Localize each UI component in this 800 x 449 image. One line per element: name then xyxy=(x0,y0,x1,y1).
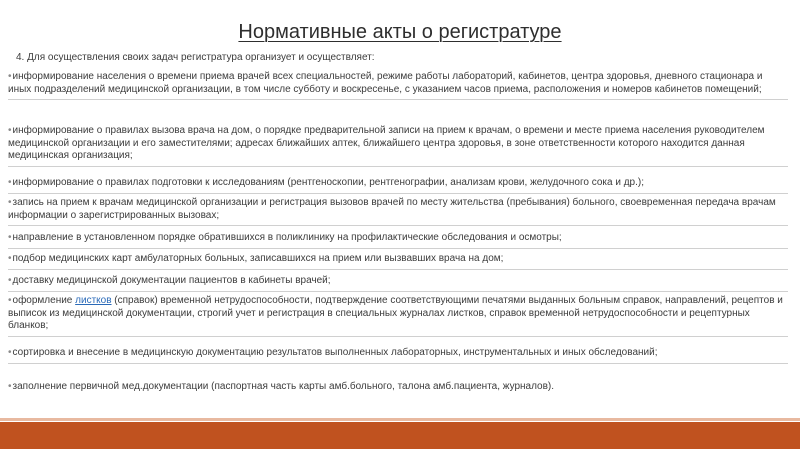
list-item-text-end: (справок) временной нетрудоспособности, подтверждение соответствующими печатями выданных больным справок, направлений, рецептов и выписок из медицинской документации, строгий учет и регистрация в специальных журналах листков, справок временной нетрудоспособности и рецептурных бланков; xyxy=(8,295,783,332)
bullet-icon: • xyxy=(8,232,12,243)
list-item-text: сортировка и внесение в медицинскую документацию результатов выполненных лабораторных, инструментальных и иных обследований; xyxy=(12,347,658,358)
bullet-icon: • xyxy=(8,381,12,392)
slide-title: Нормативные акты о регистратуре xyxy=(238,21,562,43)
list-item-text: заполнение первичной мед.документации (паспортная часть карты амб.больного, талона амб.пациента, журналов). xyxy=(12,381,555,392)
bullet-icon: • xyxy=(8,295,12,306)
list-item xyxy=(8,253,788,270)
list-item-text-start: оформление xyxy=(12,295,76,306)
intro-paragraph: 4. Для осуществления своих задач регистратура организует и осуществляет: xyxy=(16,52,375,63)
list-item-text: запись на прием к врачам медицинской организации и регистрация вызовов врачей по месту жительства (пребывания) больного, своевременная передача врачам информации о зарегистрированных вызовах; xyxy=(8,197,776,221)
bullet-icon: • xyxy=(8,275,12,286)
list-item xyxy=(8,275,788,292)
bullet-icon: • xyxy=(8,197,12,208)
bullet-icon: • xyxy=(8,125,12,136)
bullet-icon: • xyxy=(8,71,12,82)
list-item xyxy=(8,347,788,364)
list-item-text: информирование о правилах вызова врача на дом, о порядке предварительной записи на прием к врачам, о времени и месте приема населения руководителем медицинской организации и его заместителями; адресах ближайших аптек, ближайшего центра здоровья, в зоне ответственности которого находится данная медицинская организация; xyxy=(8,125,765,162)
list-item xyxy=(8,71,788,100)
listki-link[interactable]: листков xyxy=(75,295,112,306)
bullet-icon: • xyxy=(8,253,12,264)
list-item xyxy=(8,381,788,397)
list-item xyxy=(8,197,788,226)
list-item-text: информирование населения о времени приема врачей всех специальностей, режиме работы лабораторий, кабинетов, центра здоровья, дневного стационара и иных подразделений медицинской организации, в том числе субботу и воскресенье, с указанием часов приема, расположения и номеров кабинетов помещений; xyxy=(8,71,763,95)
footer-bar xyxy=(0,422,800,449)
list-item-text: информирование о правилах подготовки к исследованиям (рентгеноскопии, рентгенографии, анализам крови, желудочного сока и др.); xyxy=(12,177,644,188)
list-item xyxy=(8,125,788,167)
list-item-text: подбор медицинских карт амбулаторных больных, записавшихся на прием или вызвавших врача на дом; xyxy=(12,253,504,264)
list-item xyxy=(8,295,788,337)
list-item-text: доставку медицинской документации пациентов в кабинеты врачей; xyxy=(12,275,331,286)
list-item-text: направление в установленном порядке обратившихся в поликлинику на профилактические обследования и осмотры; xyxy=(12,232,562,243)
footer-accent-line xyxy=(0,418,800,421)
bullet-icon: • xyxy=(8,347,12,358)
list-item xyxy=(8,232,788,249)
bullet-icon: • xyxy=(8,177,12,188)
list-item xyxy=(8,177,788,194)
